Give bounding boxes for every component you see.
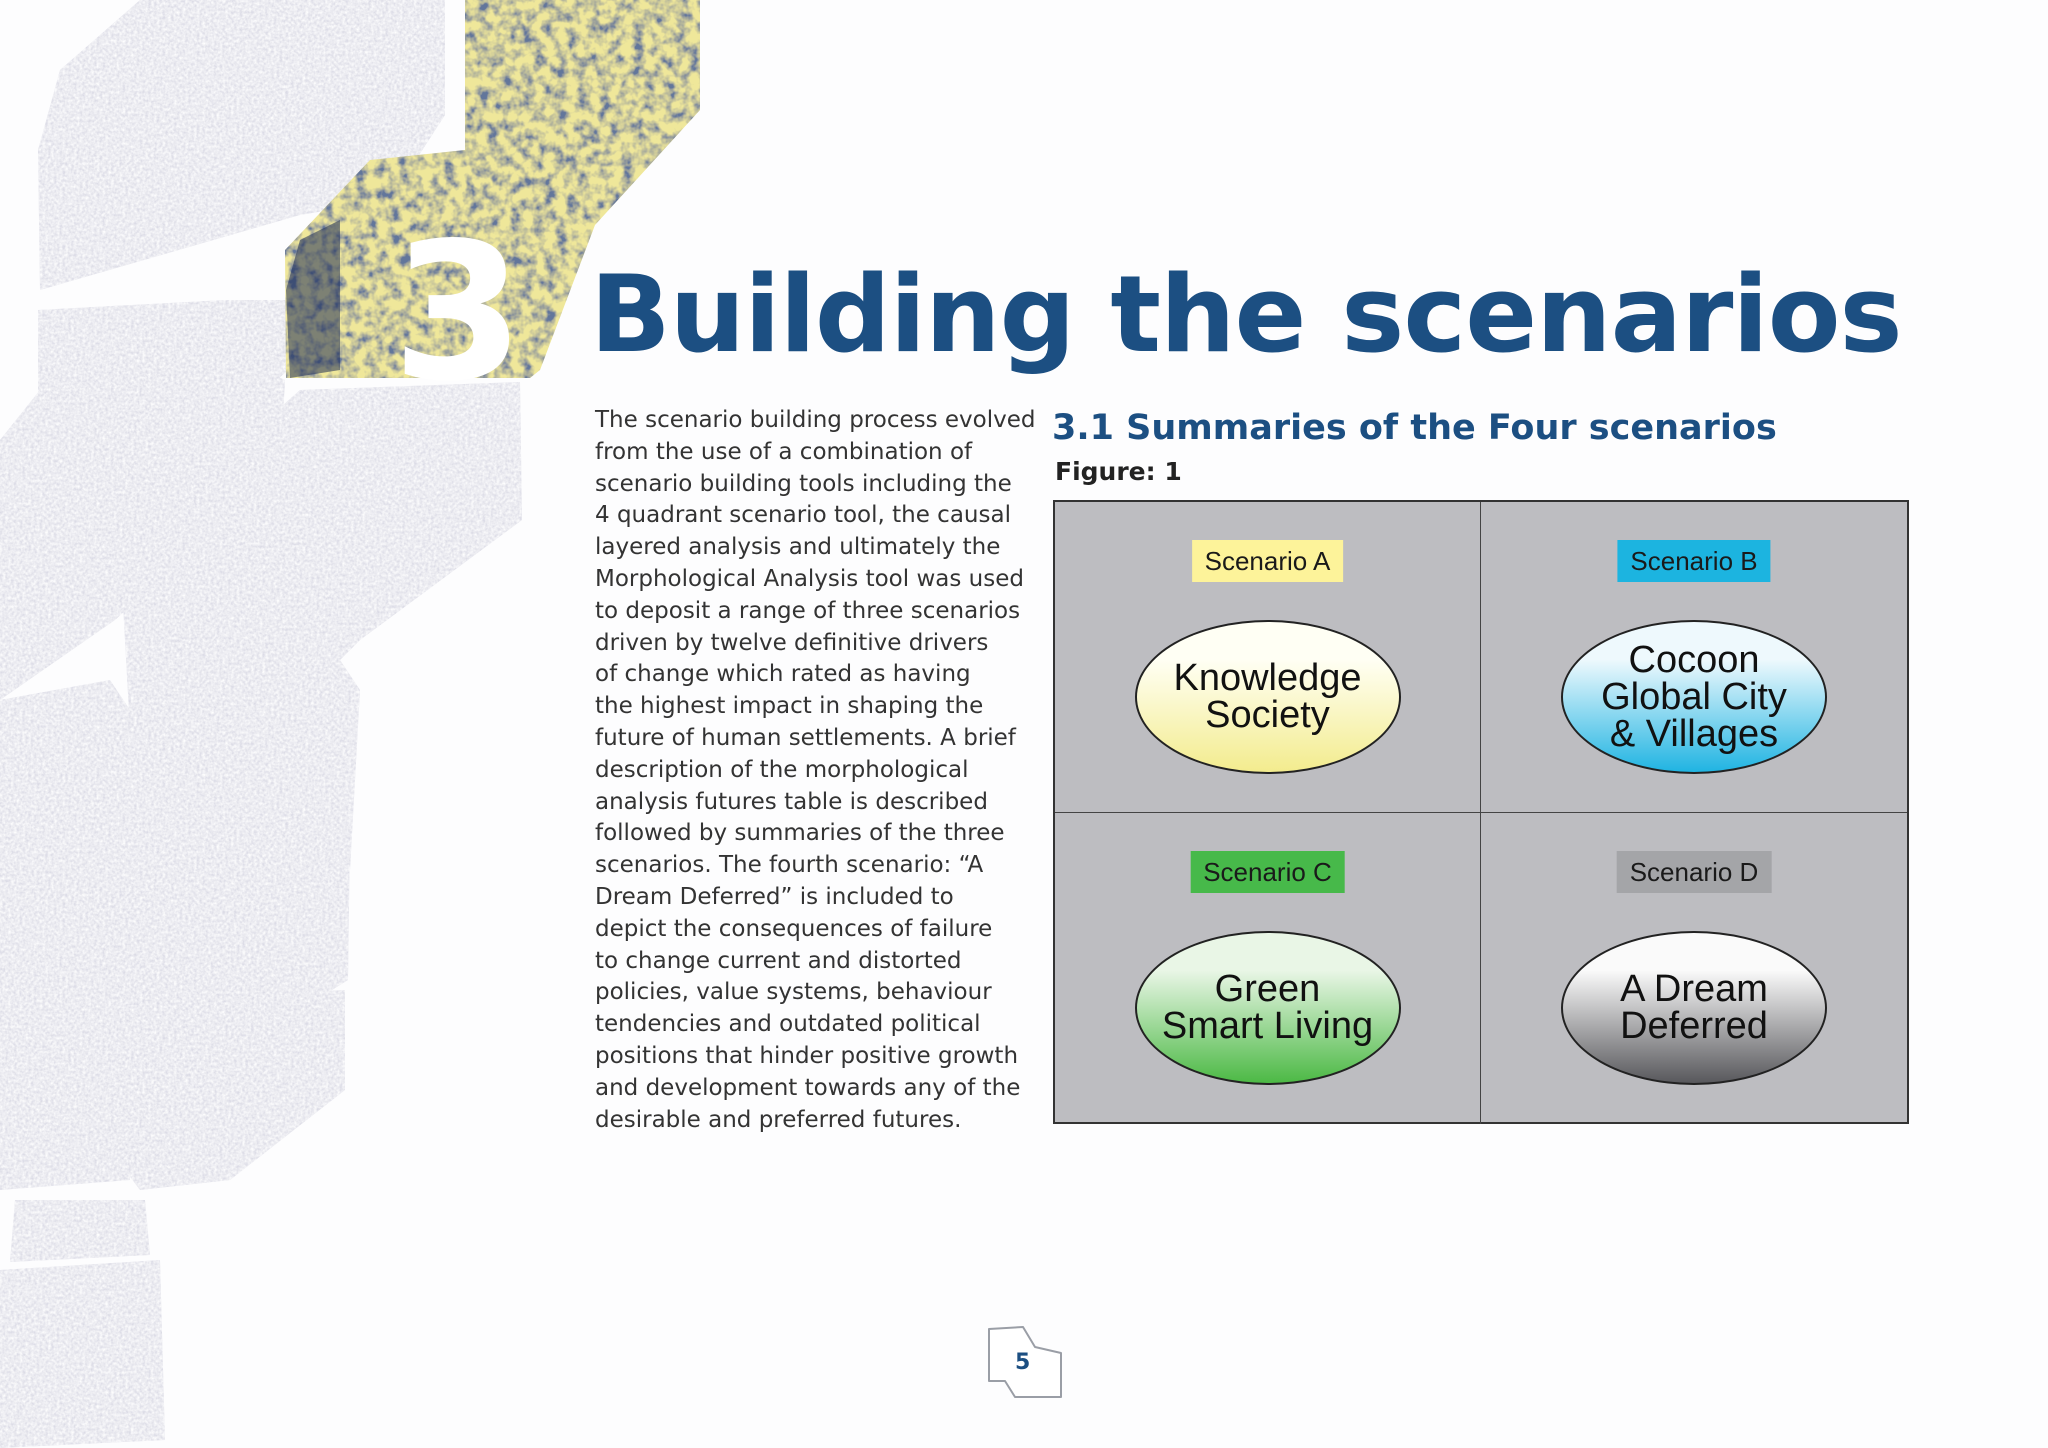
intro-paragraph bbox=[595, 405, 1036, 1136]
scenario-ellipse bbox=[1561, 931, 1827, 1085]
scenario-tag: Scenario D bbox=[1617, 851, 1772, 893]
intro-line: layered analysis and ultimately the bbox=[595, 534, 1001, 561]
quadrant-scenario-b bbox=[1481, 502, 1907, 813]
chapter-number: 3 bbox=[392, 202, 525, 423]
scenario-tag: Scenario C bbox=[1190, 851, 1345, 893]
intro-line: positions that hinder positive growth bbox=[595, 1042, 1019, 1069]
section-heading: 3.1 Summaries of the Four scenarios bbox=[1052, 408, 1777, 448]
intro-line: to change current and distorted bbox=[595, 947, 962, 974]
quadrant-scenario-c bbox=[1055, 813, 1481, 1124]
intro-line: and development towards any of the bbox=[595, 1074, 1021, 1101]
intro-line: scenarios. The fourth scenario: “A bbox=[595, 852, 984, 879]
intro-line: desirable and preferred futures. bbox=[595, 1106, 962, 1133]
page-title: Building the scenarios bbox=[590, 253, 1902, 376]
intro-line: policies, value systems, behaviour bbox=[595, 979, 992, 1006]
scenario-matrix bbox=[1053, 500, 1909, 1124]
scenario-tag: Scenario A bbox=[1192, 540, 1344, 582]
scenario-name: Cocoon Global City & Villages bbox=[1601, 638, 1787, 755]
quadrant-scenario-d bbox=[1481, 813, 1907, 1124]
scenario-ellipse bbox=[1135, 931, 1401, 1085]
intro-line: Morphological Analysis tool was used bbox=[595, 565, 1024, 592]
intro-line: the highest impact in shaping the bbox=[595, 693, 984, 720]
scenario-name: A Dream Deferred bbox=[1620, 968, 1768, 1047]
intro-line: from the use of a combination of bbox=[595, 438, 973, 465]
intro-line: followed by summaries of the three bbox=[595, 820, 1005, 847]
intro-line: description of the morphological bbox=[595, 756, 969, 783]
intro-line: depict the consequences of failure bbox=[595, 915, 993, 942]
scenario-name: Green Smart Living bbox=[1161, 968, 1374, 1047]
intro-line: tendencies and outdated political bbox=[595, 1011, 981, 1038]
intro-line: to deposit a range of three scenarios bbox=[595, 597, 1021, 624]
scenario-ellipse bbox=[1135, 620, 1401, 774]
quadrant-scenario-a bbox=[1055, 502, 1481, 813]
intro-line: analysis futures table is described bbox=[595, 788, 988, 815]
intro-line: 4 quadrant scenario tool, the causal bbox=[595, 502, 1011, 529]
scenario-tag: Scenario B bbox=[1617, 540, 1770, 582]
intro-line: The scenario building process evolved bbox=[595, 407, 1036, 433]
intro-line: of change which rated as having bbox=[595, 661, 971, 688]
intro-line: driven by twelve definitive drivers bbox=[595, 629, 989, 656]
intro-line: future of human settlements. A brief bbox=[595, 724, 1016, 751]
intro-line: Dream Deferred” is included to bbox=[595, 883, 954, 910]
intro-line: scenario building tools including the bbox=[595, 470, 1012, 497]
scenario-ellipse bbox=[1561, 620, 1827, 774]
figure-label: Figure: 1 bbox=[1055, 457, 1182, 486]
page-number: 5 bbox=[1015, 1350, 1031, 1375]
scenario-name: Knowledge Society bbox=[1173, 657, 1362, 736]
